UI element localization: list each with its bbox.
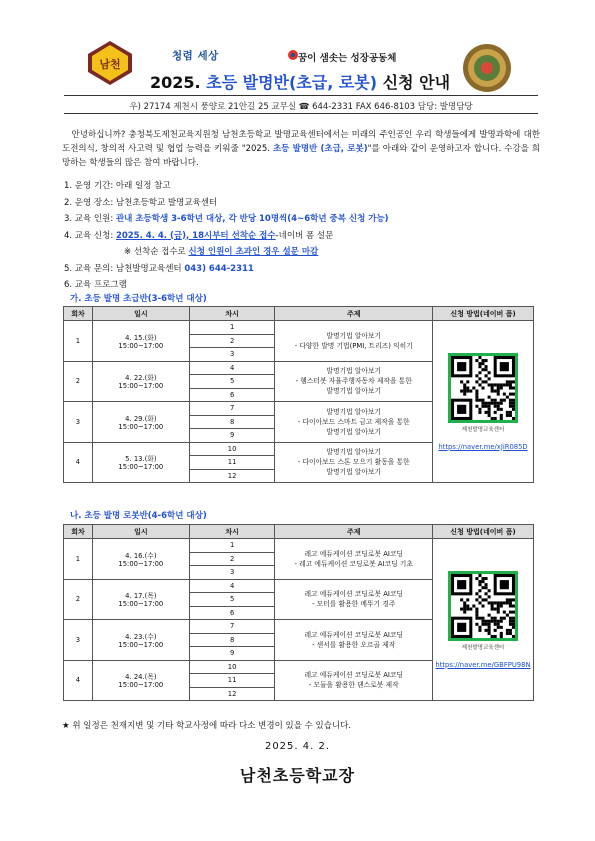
period-number: 2: [189, 552, 275, 566]
integrity-slogan: 청렴 세상: [172, 50, 219, 62]
session-topic: [275, 402, 433, 443]
session-datetime: [92, 620, 189, 661]
schedule-change-note: ★ 위 일정은 천재지변 및 기타 학교사정에 따라 다소 변경이 있을 수 있습니다.: [62, 721, 352, 731]
col-header: 일시: [92, 307, 189, 321]
col-header: 신청 방법(네이버 폼): [433, 307, 534, 321]
session-time: 15:00~17:00: [118, 681, 164, 690]
topic-line: 발명기법 알아보기: [326, 367, 382, 376]
list-item: 3. 교육 인원: 관내 초등학생 3-6학년 대상, 각 반당 10명씩(4~6학년 중복 신청 가능): [64, 214, 389, 224]
col-header: 주제: [275, 525, 433, 539]
topic-line: 발명기법 알아보기: [326, 331, 382, 340]
period-number: 1: [189, 539, 275, 553]
growth-slogan: 꿈이 샘솟는 성장공동체: [298, 53, 397, 64]
session-number: 4: [64, 442, 93, 483]
period-number: 3: [189, 348, 275, 362]
session-number: 3: [64, 402, 93, 443]
period-number: 1: [189, 321, 275, 335]
qr-block: [433, 353, 533, 451]
period-number: 5: [189, 593, 275, 607]
topic-line: - 센서를 활용한 오르골 제작: [312, 640, 396, 649]
period-number: 3: [189, 566, 275, 580]
topic-line: 발명기법 알아보기: [326, 448, 382, 457]
col-header: 회차: [64, 307, 93, 321]
session-topic: [275, 442, 433, 483]
session-time: 15:00~17:00: [118, 341, 164, 350]
beginner-schedule-table: [63, 306, 534, 483]
section-a-title: 가. 초등 발명 초급반(3-6학년 대상): [70, 294, 207, 304]
col-header: 주제: [275, 307, 433, 321]
col-header: 차시: [189, 307, 275, 321]
session-datetime: [92, 361, 189, 402]
robot-schedule-table: [63, 524, 534, 701]
period-number: 5: [189, 375, 275, 389]
session-time: 15:00~17:00: [118, 559, 164, 568]
session-topic: [275, 660, 433, 701]
session-datetime: [92, 579, 189, 620]
period-number: 10: [189, 442, 275, 456]
period-number: 8: [189, 415, 275, 429]
topic-line: - 다양한 발명 기법(PMI, 트리즈) 익히기: [294, 341, 413, 350]
session-topic: [275, 361, 433, 402]
session-date: 4. 29.(화): [125, 414, 157, 423]
session-datetime: [92, 660, 189, 701]
session-date: 4. 24.(목): [125, 673, 157, 682]
session-number: 2: [64, 361, 93, 402]
col-header: 회차: [64, 525, 93, 539]
topic-line: 발명기법 알아보기: [326, 427, 382, 436]
session-datetime: [92, 539, 189, 580]
period-number: 9: [189, 429, 275, 443]
session-date: 4. 22.(화): [125, 374, 157, 383]
topic-line: - 다이아보드 스마트 금고 제작을 통한: [297, 417, 410, 426]
signup-link[interactable]: https://naver.me/xJiR085D: [438, 442, 528, 451]
session-datetime: [92, 321, 189, 362]
session-topic: [275, 579, 433, 620]
topic-line: - 레고 에듀케이션 코딩로봇 AI코딩 기초: [294, 559, 413, 568]
table-row: [64, 539, 534, 553]
topic-line: - 모듈을 활용한 댄스로봇 제작: [308, 681, 399, 690]
session-date: 5. 13.(화): [125, 455, 157, 464]
session-topic: [275, 321, 433, 362]
period-number: 6: [189, 388, 275, 402]
list-item: 1. 운영 기간: 아래 일정 참고: [64, 181, 171, 191]
signup-link[interactable]: https://naver.me/GBFPU98N: [435, 660, 531, 669]
section-b-title: 나. 초등 발명 로봇반(4-6학년 대상): [70, 511, 207, 521]
table-row: [64, 321, 534, 335]
session-time: 15:00~17:00: [118, 640, 164, 649]
period-number: 11: [189, 456, 275, 470]
session-number: 1: [64, 321, 93, 362]
qr-caption: 제천발명교육센터: [461, 644, 505, 651]
period-number: 6: [189, 606, 275, 620]
list-item: 6. 교육 프로그램: [64, 280, 127, 290]
school-address: 우) 27174 제천시 풍양로 21안길 25 교무실 ☎ 644-2331 FAX 646-8103 담당: 발명담당: [129, 102, 473, 112]
topic-line: 레고 에듀케이션 코딩로봇 AI코딩: [304, 590, 403, 599]
session-datetime: [92, 402, 189, 443]
period-number: 10: [189, 660, 275, 674]
header-rule-top: [64, 95, 538, 96]
session-topic: [275, 620, 433, 661]
signup-method: [433, 321, 534, 483]
session-time: 15:00~17:00: [118, 463, 164, 472]
session-time: 15:00~17:00: [118, 382, 164, 391]
qr-block: [433, 571, 533, 669]
topic-line: - 햄스터봇 자율주행자동차 제작을 통한: [295, 377, 412, 386]
issue-date: 2025. 4. 2.: [264, 741, 331, 752]
session-date: 4. 16.(수): [125, 551, 157, 560]
period-number: 2: [189, 334, 275, 348]
list-item: 2. 운영 장소: 남천초등학교 발명교육센터: [64, 197, 218, 208]
session-number: 3: [64, 620, 93, 661]
signup-method: [432, 539, 533, 701]
session-number: 4: [64, 660, 93, 701]
session-topic: [275, 539, 433, 580]
topic-line: 발명기법 알아보기: [326, 468, 382, 477]
qr-caption: 제천발명교육센터: [461, 426, 505, 433]
period-number: 8: [189, 633, 275, 647]
session-datetime: [92, 442, 189, 483]
period-number: 12: [189, 469, 275, 483]
session-date: 4. 23.(수): [125, 632, 157, 641]
header-rule-bottom: [64, 113, 538, 114]
intro-paragraph: 안녕하십니까? 충청북도제천교육지원청 남천초등학교 발명교육센터에서는 미래의 주인공인 우리 학생들에게 발명과학에 대한 도전의식, 창의적 사고력 및 협업 능력을 키워줄 "2025. 초등 발명반 (초급, 로봇)"를 아래와 같이 운영하고자 합니다. 수강을 희망하는 학생들의 많은 참여 바랍니다.: [62, 130, 541, 168]
session-time: 15:00~17:00: [118, 600, 164, 609]
list-item: 5. 교육 문의: 남천발명교육센터 043) 644-2311: [64, 263, 254, 274]
principal-signature: 남천초등학교장: [239, 766, 356, 785]
qr-code-icon[interactable]: [448, 571, 518, 641]
col-header: 일시: [92, 525, 189, 539]
period-number: 12: [189, 687, 275, 701]
session-number: 1: [64, 539, 93, 580]
period-number: 7: [189, 402, 275, 416]
session-date: 4. 15.(화): [125, 333, 157, 342]
info-list: [64, 178, 389, 294]
svg-text:남천: 남천: [99, 58, 121, 71]
topic-line: 레고 에듀케이션 코딩로봇 AI코딩: [304, 630, 403, 639]
list-note: ※ 선착순 접수로 신청 인원이 초과인 경우 설문 마감: [124, 247, 319, 257]
topic-line: 발명기법 알아보기: [326, 387, 382, 396]
period-number: 4: [189, 579, 275, 593]
page-title: 2025. 초등 발명반(초급, 로봇) 신청 안내: [149, 73, 451, 92]
period-number: 7: [189, 620, 275, 634]
period-number: 11: [189, 674, 275, 688]
topic-line: 레고 에듀케이션 코딩로봇 AI코딩: [304, 549, 403, 558]
session-date: 4. 17.(목): [125, 592, 157, 601]
list-item: 4. 교육 신청: 2025. 4. 4. (금), 18시부터 선착순 접수-네이버 폼 설문: [64, 230, 334, 241]
session-number: 2: [64, 579, 93, 620]
topic-line: - 모터를 활용한 메뚜기 경주: [312, 600, 396, 609]
topic-line: - 다이아보드 스톤 모으기 활동을 통한: [297, 458, 410, 467]
col-header: 차시: [189, 525, 275, 539]
topic-line: 레고 에듀케이션 코딩로봇 AI코딩: [304, 671, 403, 680]
qr-code-icon[interactable]: [448, 353, 518, 423]
period-number: 4: [189, 361, 275, 375]
period-number: 9: [189, 647, 275, 661]
session-time: 15:00~17:00: [118, 422, 164, 431]
topic-line: 발명기법 알아보기: [326, 407, 382, 416]
col-header: 신청 방법(네이버 폼): [432, 525, 533, 539]
